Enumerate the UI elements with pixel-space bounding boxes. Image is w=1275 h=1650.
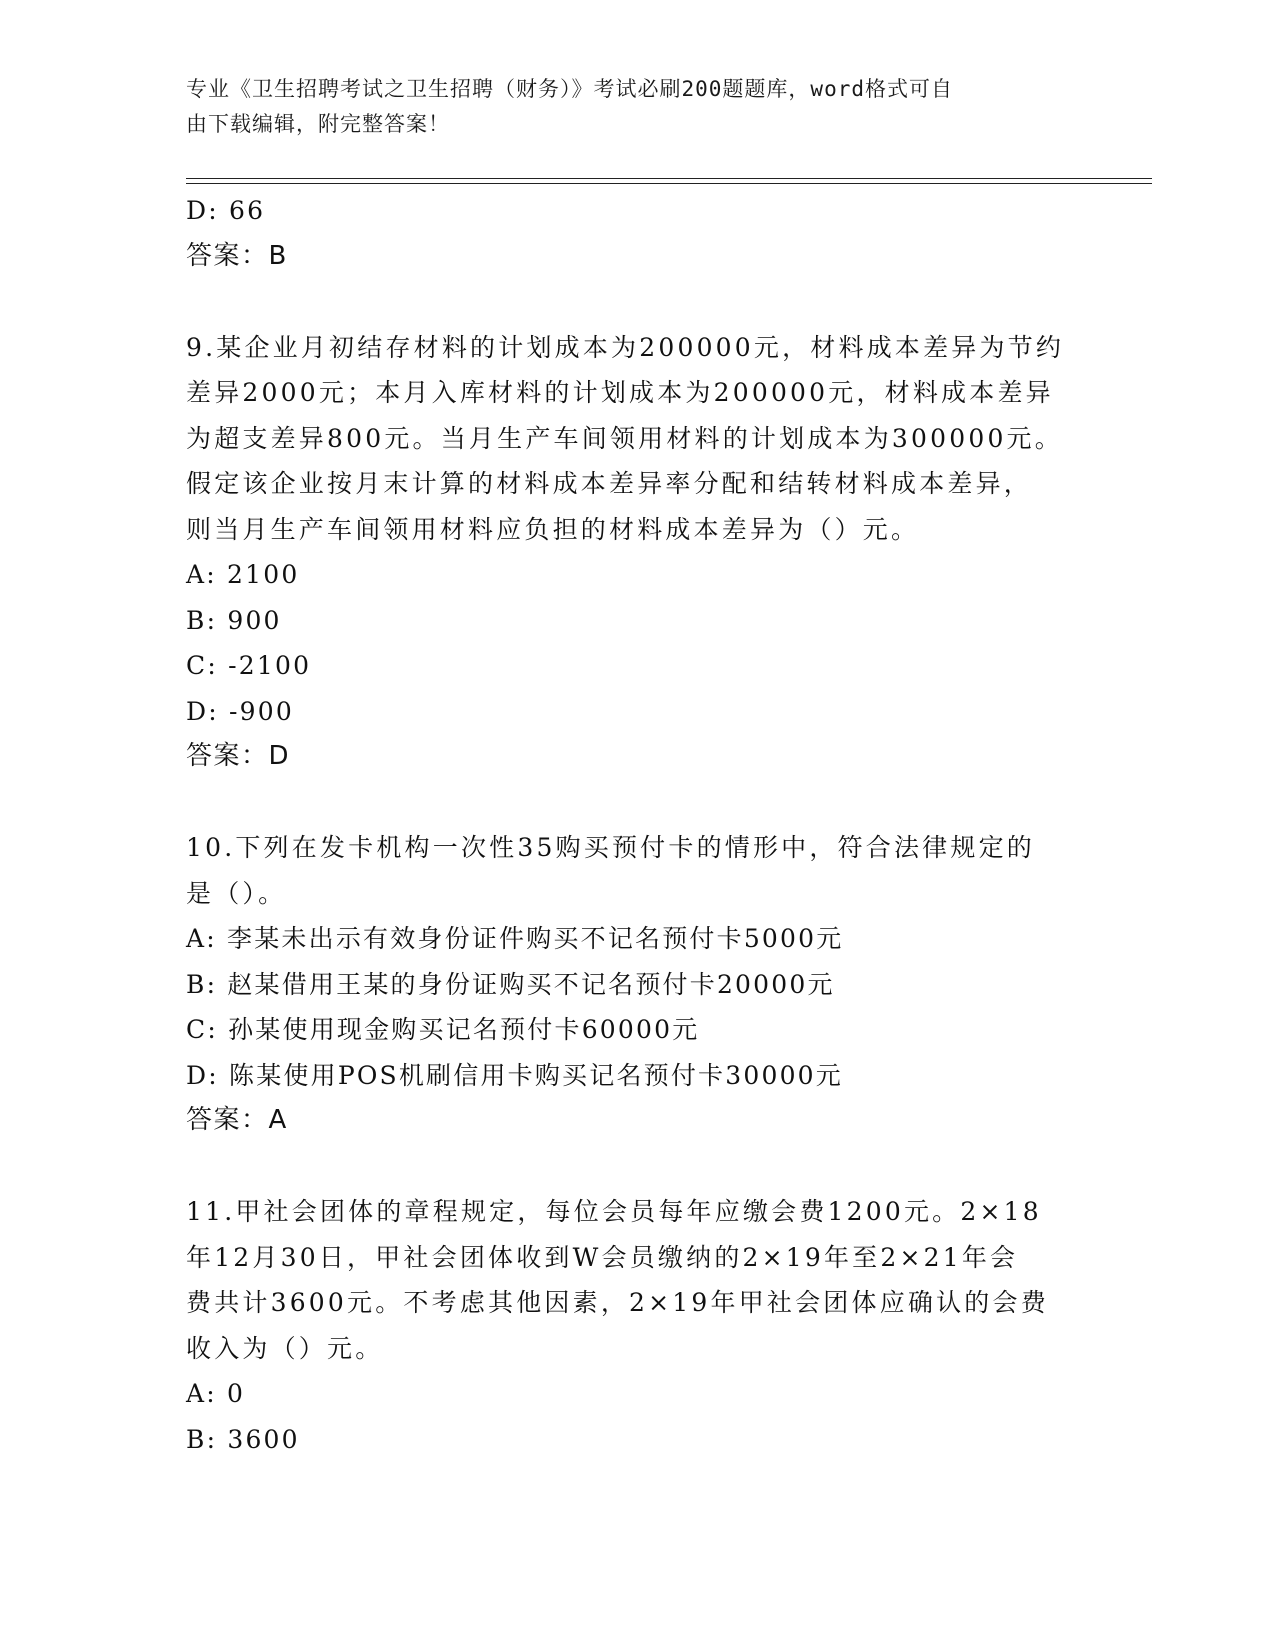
spacer	[186, 780, 1086, 826]
option-d: D: 陈某使用POS机刷信用卡购买记名预付卡30000元	[186, 1060, 843, 1090]
option-a: A: 李某未出示有效身份证件购买不记名预付卡5000元	[186, 924, 844, 953]
stem-line: 为超支差异800元。当月生产车间领用材料的计划成本为300000元。	[186, 423, 1063, 453]
stem-line: 则当月生产车间领用材料应负担的材料成本差异为（）元。	[186, 514, 920, 544]
spacer	[186, 279, 1086, 325]
question-10	[186, 825, 1086, 1144]
document-header	[186, 72, 1066, 142]
option-b: B: 900	[186, 605, 282, 635]
answer: 答案：A	[186, 1105, 288, 1135]
stem-line: 年12月30日，甲社会团体收到W会员缴纳的2×19年至2×21年会	[186, 1242, 1019, 1272]
option-b: B: 赵某借用王某的身份证购买不记名预付卡20000元	[186, 969, 835, 999]
document-body	[186, 188, 1086, 1462]
header-line-2: 由下载编辑，附完整答案！	[186, 112, 450, 136]
stem-line: 9.某企业月初结存材料的计划成本为200000元，材料成本差异为节约	[186, 332, 1065, 362]
answer: 答案：B	[186, 240, 288, 271]
option-d: D: -900	[186, 696, 294, 726]
question-11	[186, 1189, 1086, 1462]
stem-line: 收入为（）元。	[186, 1333, 384, 1363]
question-stem	[186, 1189, 1086, 1371]
stem-line: 是（）。	[186, 878, 287, 908]
option-c: C: -2100	[186, 651, 312, 680]
option-d: D: 66	[186, 196, 266, 225]
question-stem	[186, 825, 1086, 916]
stem-line: 费共计3600元。不考虑其他因素，2×19年甲社会团体应确认的会费	[186, 1288, 1049, 1317]
option-a: A: 2100	[186, 560, 300, 589]
question-stem	[186, 325, 1086, 553]
option-a: A: 0	[186, 1379, 246, 1408]
stem-line: 11.甲社会团体的章程规定，每位会员每年应缴会费1200元。2×18	[186, 1197, 1042, 1226]
header-divider-bottom	[186, 183, 1152, 184]
header-divider-top	[186, 178, 1152, 179]
answer: 答案：D	[186, 741, 291, 771]
option-b: B: 3600	[186, 1424, 300, 1454]
option-c: C: 孙某使用现金购买记名预付卡60000元	[186, 1015, 700, 1044]
stem-line: 假定该企业按月末计算的材料成本差异率分配和结转材料成本差异，	[186, 469, 1033, 498]
spacer	[186, 1144, 1086, 1190]
question-8-tail	[186, 188, 1086, 279]
stem-line: 差异2000元；本月入库材料的计划成本为200000元，材料成本差异	[186, 378, 1054, 407]
stem-line: 10.下列在发卡机构一次性35购买预付卡的情形中，符合法律规定的	[186, 833, 1035, 862]
header-line-1: 专业《卫生招聘考试之卫生招聘（财务）》考试必刷200题题库，word格式可自	[186, 77, 953, 101]
question-9	[186, 325, 1086, 780]
